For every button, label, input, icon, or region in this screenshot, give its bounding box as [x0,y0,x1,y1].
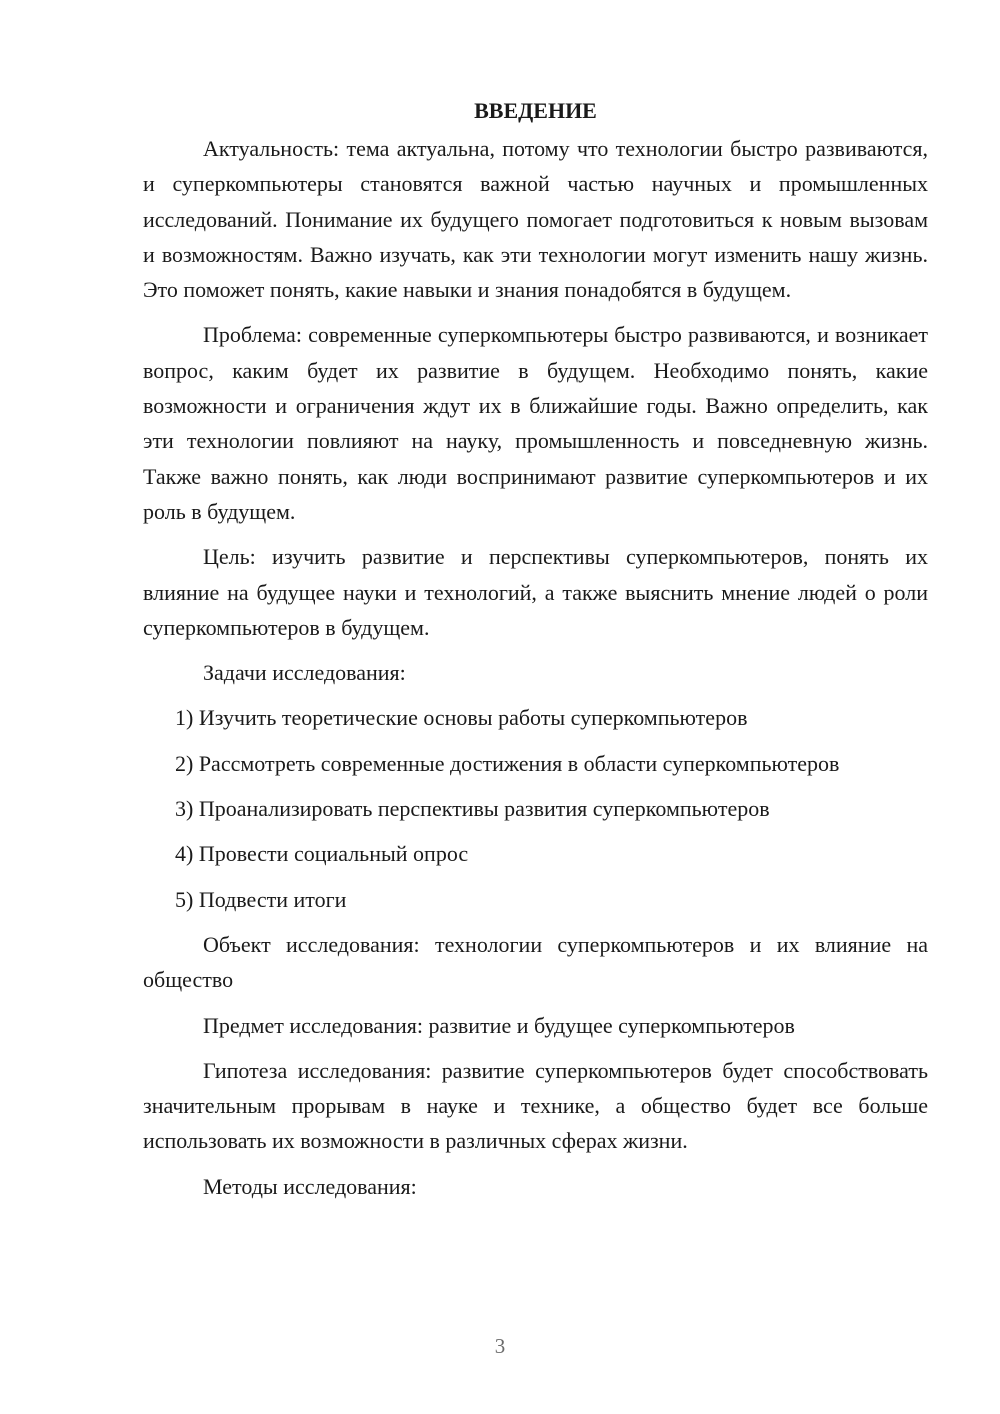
list-item: 4) Провести социальный опрос [175,841,469,867]
tasks-list [143,700,928,916]
list-item: 5) Подвести итоги [175,886,347,912]
problem-paragraph: Проблема: современные суперкомпьютеры быстро развиваются, и возникает вопрос, каким будет их развитие в будущем. Необходимо понять, какие возможности и ограничения ждут их в ближайшие годы. Важно определить, как эти технологии повлияют на науку, промышленность и повседневную жизнь. Также важно понять, как люди воспринимают развитие суперкомпьютеров и их роль в будущем. [143,322,928,524]
hypothesis-paragraph: Гипотеза исследования: развитие суперкомпьютеров будет способствовать значительным прорывам в науке и технике, а общество будет все больше использовать их возможности в различных сферах жизни. [143,1057,928,1154]
list-item: 2) Рассмотреть современные достижения в области суперкомпьютеров [175,750,840,776]
tasks-heading: Задачи исследования: [203,660,406,686]
object-paragraph: Объект исследования: технологии суперкомпьютеров и их влияние на общество [143,931,928,993]
subject-paragraph: Предмет исследования: развитие и будущее суперкомпьютеров [203,1012,795,1038]
goal-paragraph: Цель: изучить развитие и перспективы суперкомпьютеров, понять их влияние на будущее науки и технологий, а также выяснить мнение людей о роли суперкомпьютеров в будущем. [143,544,928,640]
document-body [143,95,928,1214]
relevance-paragraph: Актуальность: тема актуальна, потому что технологии быстро развиваются, и суперкомпьютеры становятся важной частью научных и промышленных исследований. Понимание их будущего помогает подготовиться к новым вызовам и возможностям. Важно изучать, как эти технологии могут изменить нашу жизнь. Это поможет понять, какие навыки и знания понадобятся в будущем. [143,136,928,303]
section-title: ВВЕДЕНИЕ [474,98,597,123]
list-item: 1) Изучить теоретические основы работы суперкомпьютеров [175,705,748,731]
list-item: 3) Проанализировать перспективы развития суперкомпьютеров [175,796,770,822]
methods-heading: Методы исследования: [203,1173,417,1199]
page-number: 3 [494,1334,506,1358]
